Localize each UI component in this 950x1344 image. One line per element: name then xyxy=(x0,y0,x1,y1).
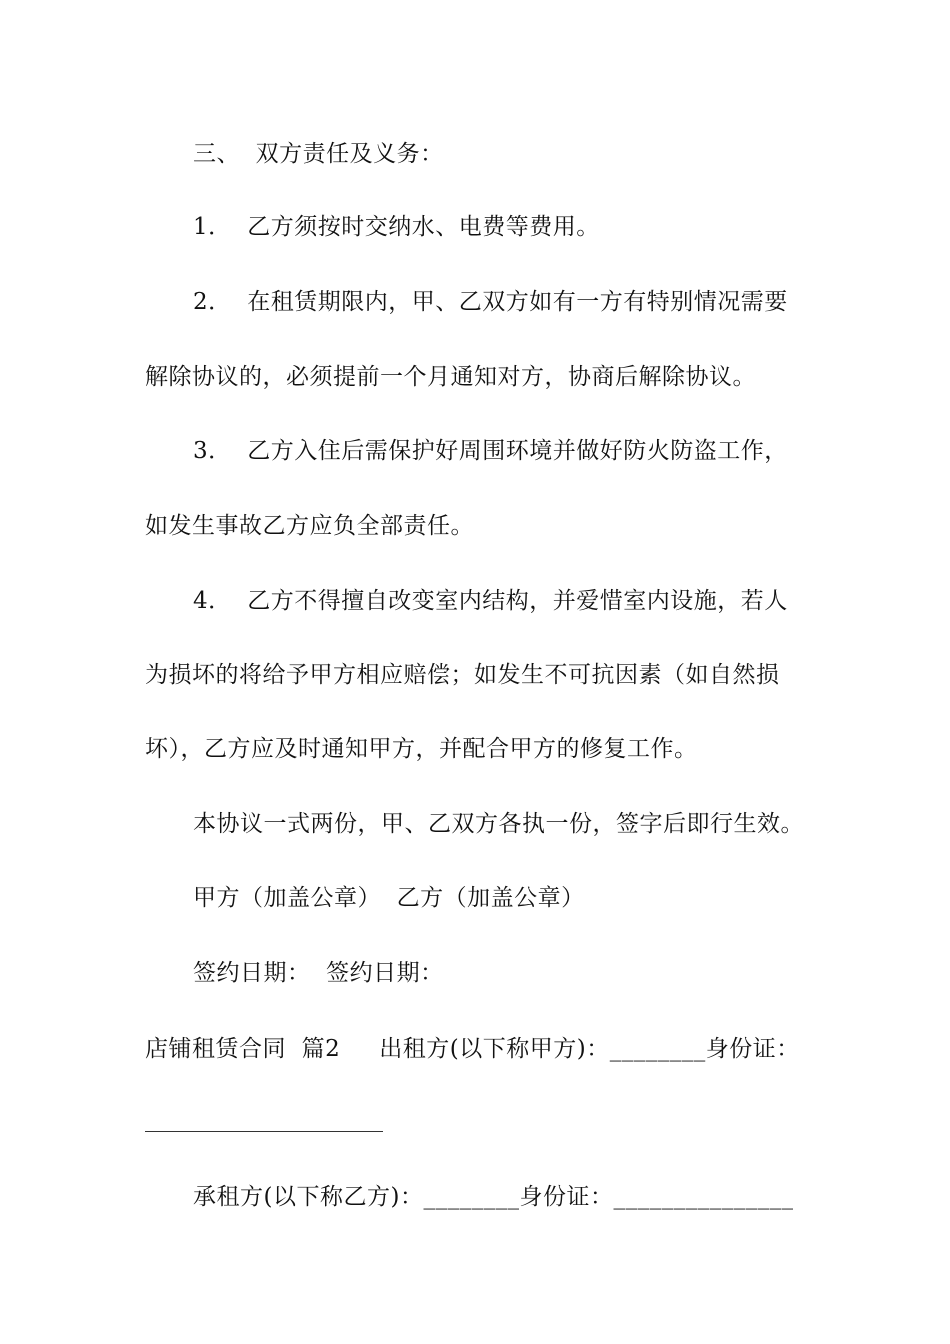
clause-4-line-1: 4． 乙方不得擅自改变室内结构，并爱惜室内设施，若人 xyxy=(193,588,788,614)
contract-2-heading-line: 店铺租赁合同 篇2 出租方(以下称甲方)：________身份证： xyxy=(145,1036,800,1062)
clause-4-line-2: 为损坏的将给予甲方相应赔偿；如发生不可抗因素（如自然损 xyxy=(145,662,780,688)
signing-date-line: 签约日期： 签约日期： xyxy=(193,960,444,986)
lessee-info-line: 承租方(以下称乙方)：________身份证：_______________ xyxy=(193,1184,794,1210)
clause-2-line-1: 2． 在租赁期限内，甲、乙双方如有一方有特别情况需要 xyxy=(193,289,788,315)
section-heading: 三、 双方责任及义务： xyxy=(193,141,444,167)
clause-3-line-2: 如发生事故乙方应负全部责任。 xyxy=(145,513,474,539)
id-number-blank-line xyxy=(145,1131,383,1132)
party-seals-line: 甲方（加盖公章） 乙方（加盖公章） xyxy=(193,885,585,911)
clause-1: 1． 乙方须按时交纳水、电费等费用。 xyxy=(193,214,600,240)
clause-2-line-2: 解除协议的，必须提前一个月通知对方，协商后解除协议。 xyxy=(145,364,756,390)
agreement-copies-text: 本协议一式两份，甲、乙双方各执一份，签字后即行生效。 xyxy=(193,811,804,837)
clause-4-line-3: 坏），乙方应及时通知甲方，并配合甲方的修复工作。 xyxy=(145,736,698,762)
clause-3-line-1: 3． 乙方入住后需保护好周围环境并做好防火防盗工作， xyxy=(193,438,788,464)
